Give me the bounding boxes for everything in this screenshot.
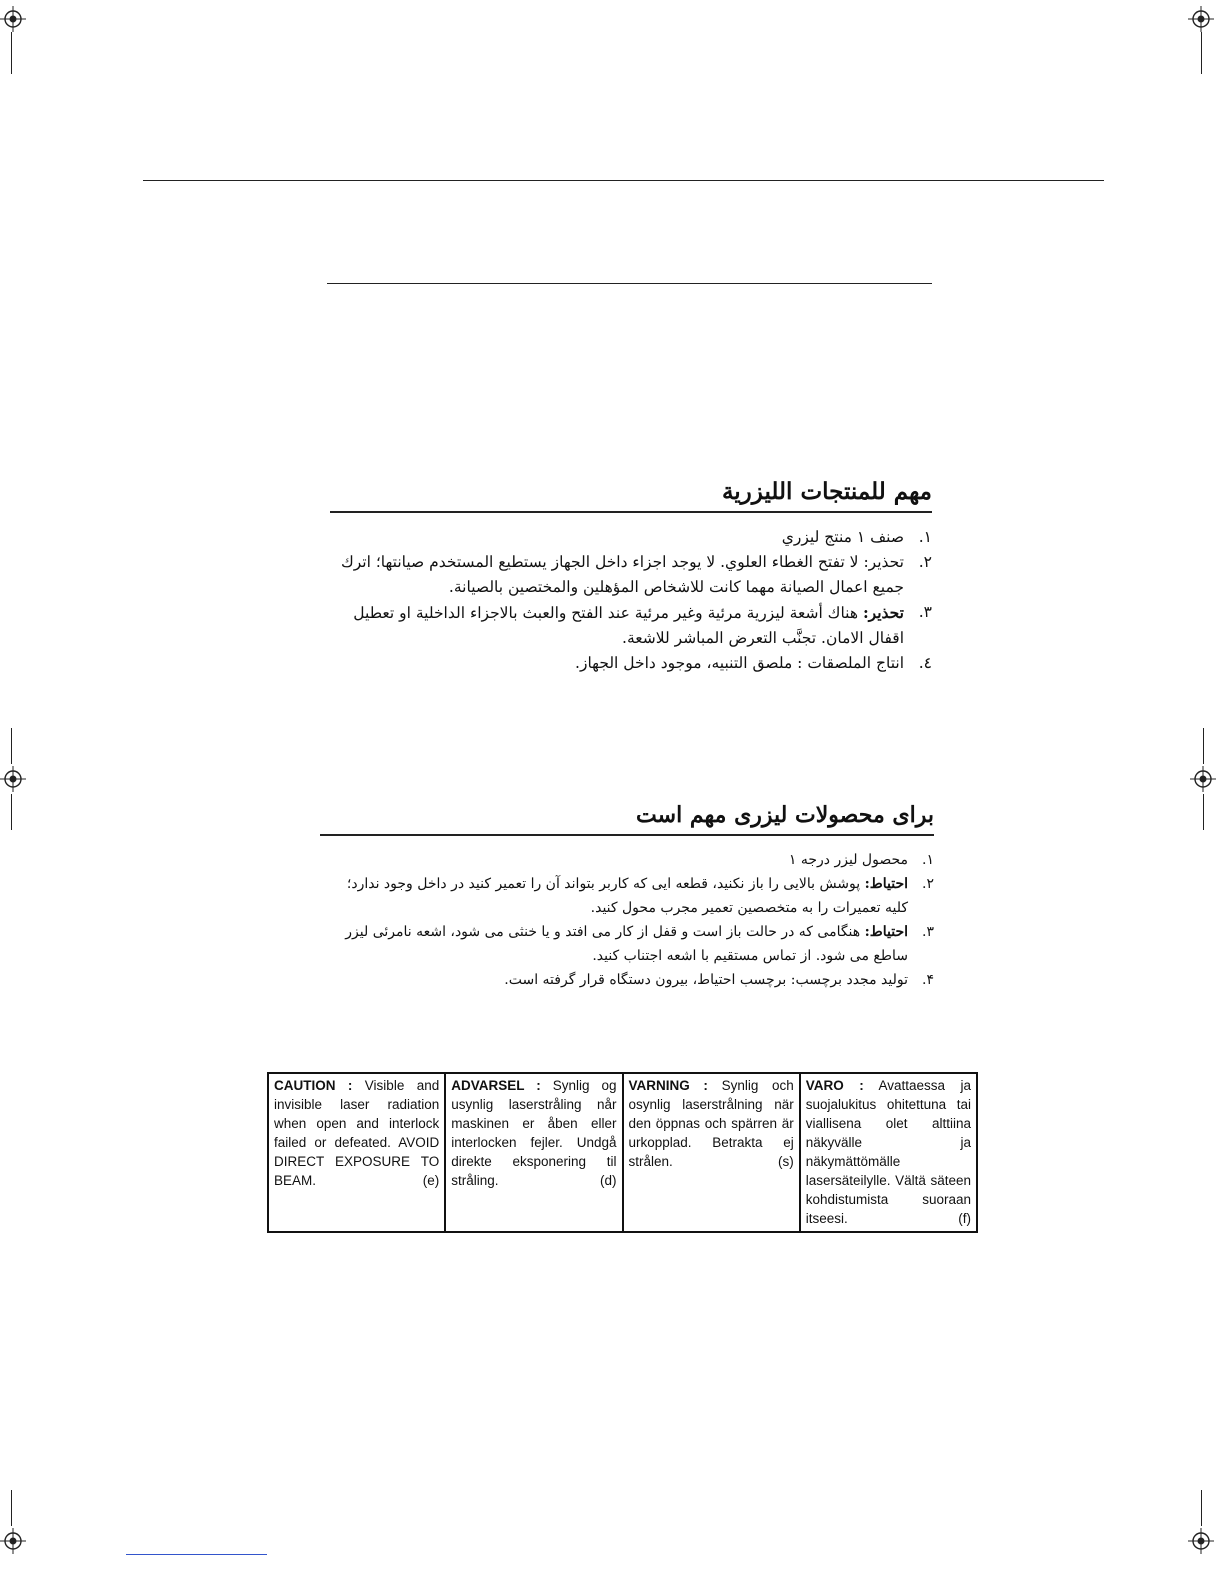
crop-line [1201,1490,1202,1526]
item-number: ١. [922,852,934,868]
language-code: (f) [958,1211,971,1226]
language-code: (e) [422,1173,440,1188]
crop-line [11,32,12,74]
item-number: ١. [918,528,932,546]
list-item [320,920,934,968]
footer-blue-line [126,1554,267,1555]
registration-mark-mid-left [0,766,26,792]
caution-cell-english [268,1073,445,1232]
list-item [330,651,932,676]
item-number: ٤. [918,654,932,672]
list-item [320,968,934,992]
caution-cell-finnish [800,1073,977,1232]
list-item [320,872,934,920]
item-number: ٣. [918,603,932,621]
caution-cell-swedish [623,1073,800,1232]
item-text: توليد مجدد برچسب: برچسب احتياط، بيرون دستگاه قرار گرفته است. [504,972,908,988]
item-number: ۴. [922,972,934,988]
item-label: احتياط: [864,876,908,892]
arabic-section-title: مهم للمنتجات الليزرية [721,478,932,505]
caution-label-table [267,1072,978,1233]
item-text: محصول ليزر درجه ١ [788,852,908,868]
item-number: ٢. [918,553,932,571]
item-text: هنگامی كه در حالت باز است و قفل از كار می افتد و يا خنثی می شود، اشعه نامرئی ليزر ساطع می شود. از تماس مستقيم با اشعه اجتناب كنيد. [345,924,908,964]
crop-line [11,1490,12,1526]
caution-label: VARNING : [628,1078,708,1093]
caution-text: Visible and invisible laser radiation when open and interlock failed or defeated. AVOID DIRECT EXPOSURE TO BEAM. [274,1078,440,1188]
list-item [330,525,932,550]
crop-line [11,728,12,764]
registration-mark-top-right [1188,6,1214,32]
item-number: ٣. [922,924,934,940]
persian-section-title: برای محصولات ليزری مهم است [636,802,934,828]
registration-mark-mid-right [1190,766,1216,792]
arabic-items-list [330,525,932,676]
registration-mark-bottom-left [0,1528,26,1554]
list-item [330,600,932,651]
registration-mark-bottom-right [1188,1528,1214,1554]
item-text: انتاج الملصقات : ملصق التنبيه، موجود داخل الجهاز. [575,654,904,672]
caution-cell-danish [445,1073,622,1232]
item-text: هناك أشعة ليزرية مرئية وغير مرئية عند الفتح والعبث بالاجزاء الداخلية او تعطيل اقفال الامان. تجنَّب التعرض المباشر للاشعة. [353,604,904,647]
crop-line [1201,32,1202,74]
item-label: احتياط: [864,924,908,940]
crop-line [1203,728,1204,764]
list-item [330,550,932,600]
header-rule [143,180,1104,181]
caution-label: CAUTION : [274,1078,353,1093]
item-text: صنف ١ منتج ليزري [781,528,904,546]
crop-line [11,794,12,830]
item-text: تحذير: لا تفتح الغطاء العلوي. لا يوجد اجزاء داخل الجهاز يستطيع المستخدم صيانتها؛ اترك جميع اعمال الصيانة مهما كانت للاشخاص المؤهلين والمختصين بالصيانة. [340,553,904,596]
caution-label: VARO : [805,1078,864,1093]
caution-text: Synlig og usynlig laserstråling når maskinen er åben eller interlocken fejler. Undgå direkte eksponering til stråling. [451,1078,617,1188]
caution-text: Avattaessa ja suojalukitus ohitettuna tai viallisena olet alttiina näkyvälle ja näkymättömälle lasersäteilylle. Vältä säteen kohdistumista suoraan itseesi. [805,1078,971,1226]
registration-mark-top-left [0,6,26,32]
crop-line [1203,794,1204,830]
persian-title-rule [320,834,934,836]
item-label: تحذير: [862,603,904,622]
language-code: (d) [600,1173,617,1188]
caution-text: Synlig och osynlig laserstrålning när den öppnas och spärren är urkopplad. Betrakta ej strålen. [628,1078,794,1169]
language-code: (s) [778,1154,794,1169]
persian-items-list [320,848,934,992]
arabic-laser-section [330,478,932,676]
arabic-title-rule [330,511,932,513]
item-text: پوشش بالايی را باز نكنيد، قطعه ايی كه كاربر بتواند آن را تعمير كنيد در داخل وجود ندارد؛ كليه تعميرات را به متخصصين تعمير مجرب محول كنيد. [346,876,908,916]
section-rule [327,283,932,284]
persian-laser-section [320,802,934,992]
list-item [320,848,934,872]
caution-label: ADVARSEL : [451,1078,541,1093]
item-number: ٢. [922,876,934,892]
